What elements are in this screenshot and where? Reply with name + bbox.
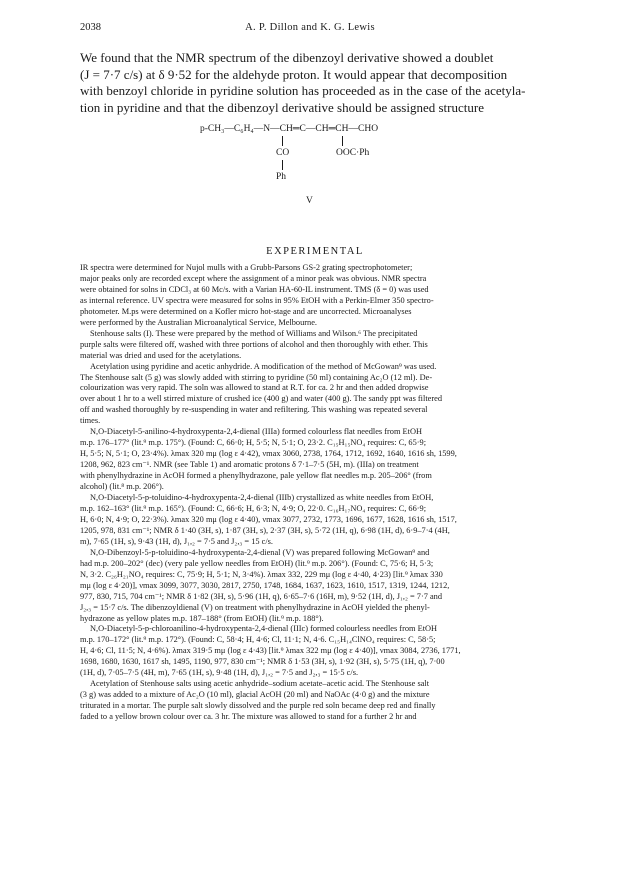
- body-line: IR spectra were determined for Nujol mulls with a Grubb-Parsons GS-2 grating spectrophotometer;: [80, 263, 413, 272]
- body-line: m.p. 170–172° (lit.⁹ m.p. 172°). (Found: C, 58·4; H, 4·6; Cl, 11·1; N, 4·6. C₁₅H₁₄ClNO₄ requires: C, 58·5;: [80, 635, 436, 645]
- structure-main-chain: p-CH₃—C₆H₄—N—CH═C—CH═CH—CHO: [200, 124, 379, 134]
- body-line: (1H, d), 7·05–7·5 (4H, m), 7·65 (1H, s), 9·48 (1H, d), J₁,₂ = 7·5 and J₂,₃ = 15·5 c/s.: [80, 668, 359, 678]
- body-line: photometer. M.ps were determined on a Kofler micro hot-stage and are uncorrected. Microanalyses: [80, 306, 412, 316]
- body-line: over about 1 hr to a well stirred mixture of crushed ice (400 g) and water (400 g). The sandy ppt was filtered: [80, 394, 442, 404]
- body-line: as internal reference. UV spectra were measured for solns in 95% EtOH with a Perkin-Elmer 350 spectro-: [80, 295, 434, 305]
- body-line: major peaks only are recorded except where the assignment of a minor peak was obvious. NMR spectra: [80, 273, 427, 283]
- lead-line: (J = 7·7 c/s) at δ 9·52 for the aldehyde proton. It would appear that decomposition: [80, 66, 508, 82]
- body-line: times.: [80, 416, 101, 426]
- body-line: purple salts were filtered off, washed with three portions of alcohol and then thoroughly with ether. This: [80, 339, 428, 349]
- chemical-structure-v: [200, 124, 460, 234]
- structure-bond-co-ph: [282, 160, 283, 170]
- body-line: off and washed thoroughly by re-suspending in water and refiltering. This washing was repeated several: [80, 405, 428, 415]
- structure-bond-c-ooc: [342, 136, 343, 146]
- body-line: N,O-Diacetyl-5-p-chloroanilino-4-hydroxypenta-2,4-dienal (IIIc) formed colourless needles from EtOH: [90, 624, 438, 634]
- running-head-authors: A. P. Dillon and K. G. Lewis: [245, 22, 375, 33]
- body-line: 1698, 1680, 1630, 1617 sh, 1495, 1190, 977, 830 cm⁻¹; NMR δ 1·53 (3H, s), 1·92 (3H, s), 5·75 (1H, q), 7·00: [80, 657, 445, 667]
- body-line: colourization was very rapid. The soln was allowed to stand at R.T. for ca. 2 hr and then added dropwise: [80, 383, 429, 393]
- body-line: triturated in a mortar. The purple salt slowly dissolved and the purple red soln became deep red and finally: [80, 701, 436, 711]
- structure-sub-ph: Ph: [276, 172, 287, 182]
- body-line: H, 4·6; Cl, 11·5; N, 4·6%). λmax 319·5 mμ (log ε 4·43) [lit.⁹ λmax 322 mμ (log ε 4·40)], νmax 3084, 2736, 1771,: [80, 646, 461, 656]
- body-line: H, 5·5; N, 5·1; O, 23·4%). λmax 320 mμ (log ε 4·42), νmax 3060, 2738, 1764, 1712, 1692, 1640, 1616 sh, 1599,: [80, 449, 457, 459]
- structure-label: V: [306, 196, 313, 206]
- body-line: m.p. 176–177° (lit.⁹ m.p. 175°). (Found: C, 66·0; H, 5·5; N, 5·1; O, 23·2. C₁₅H₁₅NO₄ requires: C, 65·9;: [80, 438, 427, 448]
- body-line: N,O-Diacetyl-5-p-toluidino-4-hydroxypenta-2,4-dienal (IIIb) crystallized as white needles from EtOH,: [90, 493, 434, 503]
- body-line: hydrazone as yellow plates m.p. 187–188° (from EtOH) (lit.⁹ m.p. 188°).: [80, 613, 324, 623]
- section-heading-experimental: EXPERIMENTAL: [266, 246, 364, 257]
- lead-paragraph: [80, 50, 550, 116]
- body-line: mμ (log ε 4·20)], νmax 3099, 3077, 3030, 2817, 2750, 1748, 1684, 1637, 1623, 1610, 1517, 1319, 1244, 1212,: [80, 580, 450, 590]
- structure-sub-ooc: OOC·Ph: [336, 148, 370, 158]
- body-line: alcohol) (lit.⁸ m.p. 206°).: [80, 482, 164, 492]
- body-line: m), 7·65 (1H, s), 9·43 (1H, d), J₁,₂ = 7·5 and J₂,₃ = 15 c/s.: [80, 536, 273, 546]
- body-line: were obtained for solns in CDCl₃ at 60 Mc/s. with a Varian HA-60-IL instrument. TMS (δ = 0) was used: [80, 284, 429, 294]
- body-line: faded to a yellow brown colour over ca. 3 hr. The mixture was allowed to stand for a further 2 hr and: [80, 712, 417, 722]
- body-line: N,O-Diacetyl-5-anilino-4-hydroxypenta-2,4-dienal (IIIa) formed colourless flat needles from EtOH: [90, 427, 423, 437]
- body-line: The Stenhouse salt (5 g) was slowly added with stirring to pyridine (50 ml) containing Ac₂O (12 ml). De-: [80, 372, 433, 382]
- body-line: with phenylhydrazine in AcOH formed a phenylhydrazone, pale yellow flat needles m.p. 205–206° (from: [80, 471, 432, 481]
- lead-line: with benzoyl chloride in pyridine solution has proceeded as in the case of the acetyla-: [80, 83, 526, 98]
- body-line: were performed by the Australian Microanalytical Service, Melbourne.: [80, 317, 318, 327]
- structure-bond-n-co: [282, 136, 283, 146]
- lead-line: tion in pyridine and that the dibenzoyl derivative should be assigned structure: [80, 99, 484, 115]
- body-line: (3 g) was added to a mixture of Ac₂O (10 ml), glacial AcOH (20 ml) and NaOAc (4·0 g) and the mixture: [80, 690, 430, 700]
- structure-sub-co: CO: [276, 148, 290, 158]
- body-line: Acetylation of Stenhouse salts using acetic anhydride–sodium acetate–acetic acid. The Stenhouse salt: [90, 679, 430, 689]
- experimental-body: [80, 263, 548, 723]
- body-line: H, 6·0; N, 4·9; O, 22·3%). λmax 320 mμ (log ε 4·40), νmax 3077, 2732, 1773, 1696, 1677, 1628, 1616 sh, 1517,: [80, 514, 457, 524]
- body-line: N,O-Dibenzoyl-5-p-toluidino-4-hydroxypenta-2,4-dienal (V) was prepared following McGowan⁹ and: [90, 547, 430, 557]
- body-line: m.p. 162–163° (lit.⁹ m.p. 165°). (Found: C, 66·6; H, 6·3; N, 4·9; O, 22·0. C₁₆H₁₇NO₄ requires: C, 66·9;: [80, 503, 427, 513]
- body-line: J₂,₃ = 15·7 c/s. The dibenzoyldienal (V) on treatment with phenylhydrazine in AcOH yielded the phenyl-: [80, 602, 430, 612]
- lead-line: We found that the NMR spectrum of the dibenzoyl derivative showed a doublet: [80, 50, 494, 65]
- page-number: 2038: [80, 22, 101, 33]
- running-header: [80, 22, 540, 36]
- body-line: Acetylation using pyridine and acetic anhydride. A modification of the method of McGowan⁹ was used.: [90, 361, 437, 371]
- body-line: 1208, 962, 823 cm⁻¹. NMR (see Table 1) and aromatic protons δ 7·1–7·5 (5H, m). (IIIa) on treatment: [80, 460, 419, 470]
- body-line: material was dried and used for the acetylations.: [80, 350, 242, 360]
- body-line: N, 3·2. C₂₆H₂₁NO₄ requires: C, 75·9; H, 5·1; N, 3·4%). λmax 332, 229 mμ (log ε 4·40, 4·23) [lit.⁹ λmax 330: [80, 569, 443, 579]
- body-line: 977, 830, 715, 704 cm⁻¹; NMR δ 1·82 (3H, s), 5·96 (1H, q), 6·65–7·6 (16H, m), 9·52 (1H, d), J₁,₂ = 7·7 and: [80, 591, 443, 601]
- body-line: had m.p. 200–202° (dec) (very pale yellow needles from EtOH) (lit.⁹ m.p. 206°). (Found: C, 75·6; H, 5·3;: [80, 558, 434, 568]
- body-line: 1205, 978, 831 cm⁻¹; NMR δ 1·40 (3H, s), 1·87 (3H, s), 2·37 (3H, s), 5·72 (1H, q), 6·98 (1H, d), 6·9–7·4 (4H,: [80, 525, 450, 535]
- body-line: Stenhouse salts (I). These were prepared by the method of Williams and Wilson.⁶ The precipitated: [90, 328, 418, 338]
